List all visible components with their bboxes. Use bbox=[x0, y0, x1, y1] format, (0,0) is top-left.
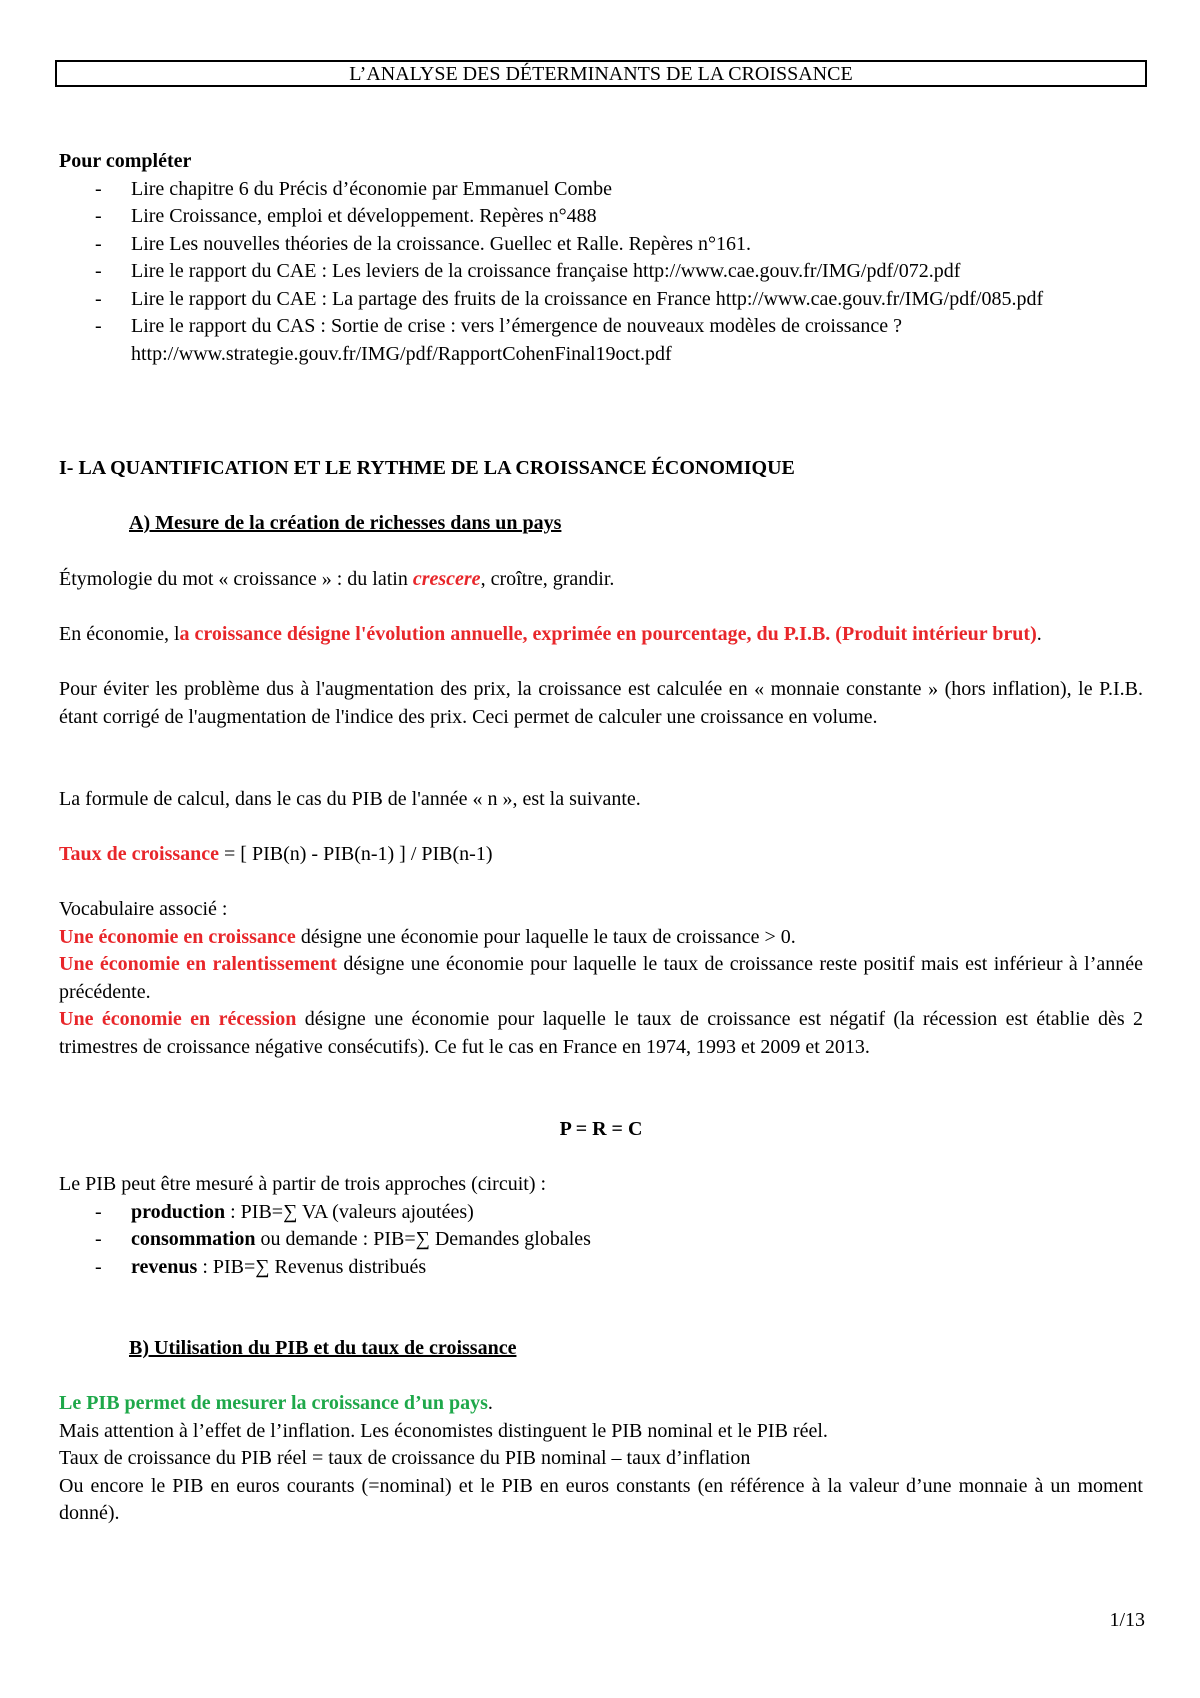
approches-block bbox=[59, 1171, 1143, 1281]
approche-rest: : PIB=∑ VA (valeurs ajoutées) bbox=[225, 1200, 474, 1223]
inflation-text: Ou encore le PIB en euros courants (=nominal) et le PIB en euros constants (en référence à la valeur d’une monnaie à un moment donné). bbox=[59, 1474, 1143, 1524]
inflation-text: Mais attention à l’effet de l’inflation. Les économistes distinguent le PIB nominal et le PIB réel. bbox=[59, 1419, 828, 1442]
formula-line bbox=[59, 841, 1143, 869]
list-item bbox=[59, 1254, 1143, 1282]
vocabulary-item bbox=[59, 1006, 1143, 1061]
list-item: - Lire le rapport du CAE : La partage des fruits de la croissance en France http://www.cae.gouv.fr/IMG/pdf/085.pdf bbox=[59, 286, 1143, 314]
list-item: - Lire le rapport du CAS : Sortie de crise : vers l’émergence de nouveaux modèles de croissance ? http://www.strategie.gouv.fr/IMG/pdf/RapportCohenFinal19oct.pdf bbox=[59, 313, 1143, 368]
list-item bbox=[59, 1199, 1143, 1227]
vocabulary-def: désigne une économie pour laquelle le taux de croissance reste positif mais est inférieur à l’année précédente. bbox=[59, 953, 1144, 1003]
document-title: L’ANALYSE DES DÉTERMINANTS DE LA CROISSANCE bbox=[55, 60, 1147, 87]
vocabulary-block bbox=[59, 896, 1143, 1061]
approche-term: production bbox=[131, 1200, 226, 1223]
definition-highlight: a croissance désigne l'évolution annuelle, exprimée en pourcentage, du P.I.B. (Produit intérieur brut) bbox=[179, 623, 1037, 645]
approche-rest: ou demande : PIB=∑ Demandes globales bbox=[255, 1228, 591, 1250]
section-heading: I- LA QUANTIFICATION ET LE RYTHME DE LA CROISSANCE ÉCONOMIQUE bbox=[59, 457, 795, 479]
vocabulary-def: désigne une économie pour laquelle le taux de croissance est négatif (la récession est établie dès 2 trimestres de croissance négative consécutifs). Ce fut le cas en France en 1974, 1993 et 2009 et 2013. bbox=[59, 1008, 1144, 1058]
pib-green-line bbox=[59, 1390, 1143, 1418]
definition-text: En économie, l bbox=[59, 623, 180, 645]
formula-label: Taux de croissance bbox=[59, 843, 220, 865]
subsection-b-wrapper bbox=[59, 1335, 1143, 1363]
definition-paragraph bbox=[59, 621, 1143, 649]
subsection-a-heading: A) Mesure de la création de richesses dans un pays bbox=[129, 512, 562, 534]
pib-usage-block bbox=[59, 1390, 1143, 1528]
vocabulary-term: Une économie en croissance bbox=[59, 925, 296, 948]
formula-expression: = [ PIB(n) - PIB(n-1) ] / PIB(n-1) bbox=[219, 843, 493, 865]
vocabulary-term: Une économie en ralentissement bbox=[59, 953, 337, 975]
etymology-text-end: , croître, grandir. bbox=[480, 568, 615, 590]
subsection-a-wrapper bbox=[59, 510, 1143, 538]
etymology-word: crescere bbox=[412, 568, 481, 590]
completer-section bbox=[59, 148, 1143, 368]
list-item bbox=[59, 1226, 1143, 1254]
list-item: - Lire Les nouvelles théories de la croissance. Guellec et Ralle. Repères n°161. bbox=[59, 231, 1143, 259]
page-number: 1/13 bbox=[1109, 1609, 1145, 1631]
etymology-text: Étymologie du mot « croissance » : du latin bbox=[59, 568, 413, 590]
prc-equation: P = R = C bbox=[559, 1118, 643, 1140]
pib-green-text: Le PIB permet de mesurer la croissance d’un pays bbox=[59, 1392, 488, 1414]
list-item: - Lire le rapport du CAE : Les leviers de la croissance française http://www.cae.gouv.fr/IMG/pdf/072.pdf bbox=[59, 258, 1143, 286]
vocabulary-item bbox=[59, 951, 1143, 1006]
reading-list bbox=[59, 176, 1143, 369]
list-item: - Lire chapitre 6 du Précis d’économie par Emmanuel Combe bbox=[59, 176, 1143, 204]
completer-heading: Pour compléter bbox=[59, 150, 192, 172]
approche-rest: : PIB=∑ Revenus distribués bbox=[197, 1255, 427, 1278]
vocabulary-term: Une économie en récession bbox=[59, 1008, 297, 1030]
list-item: - Lire Croissance, emploi et développement. Repères n°488 bbox=[59, 203, 1143, 231]
etymology-paragraph bbox=[59, 566, 1143, 594]
formula-intro: La formule de calcul, dans le cas du PIB de l'année « n », est la suivante. bbox=[59, 788, 641, 810]
monnaie-paragraph: Pour éviter les problème dus à l'augmentation des prix, la croissance est calculée en « monnaie constante » (hors inflation), le P.I.B. étant corrigé de l'augmentation de l'indice des prix. Ceci permet de calculer une croissance en volume. bbox=[59, 678, 1143, 728]
vocabulary-intro: Vocabulaire associé : bbox=[59, 898, 228, 920]
approche-term: consommation bbox=[131, 1228, 256, 1250]
pib-green-end: . bbox=[487, 1392, 493, 1414]
approches-intro: Le PIB peut être mesuré à partir de trois approches (circuit) : bbox=[59, 1173, 547, 1195]
subsection-b-heading: B) Utilisation du PIB et du taux de croissance bbox=[129, 1337, 517, 1359]
approches-list bbox=[59, 1199, 1143, 1282]
vocabulary-def: désigne une économie pour laquelle le taux de croissance > 0. bbox=[295, 925, 796, 948]
inflation-formula: Taux de croissance du PIB réel = taux de croissance du PIB nominal – taux d’inflation bbox=[59, 1447, 751, 1469]
approche-term: revenus bbox=[131, 1255, 198, 1278]
definition-text-end: . bbox=[1036, 623, 1042, 645]
vocabulary-item bbox=[59, 924, 1143, 952]
